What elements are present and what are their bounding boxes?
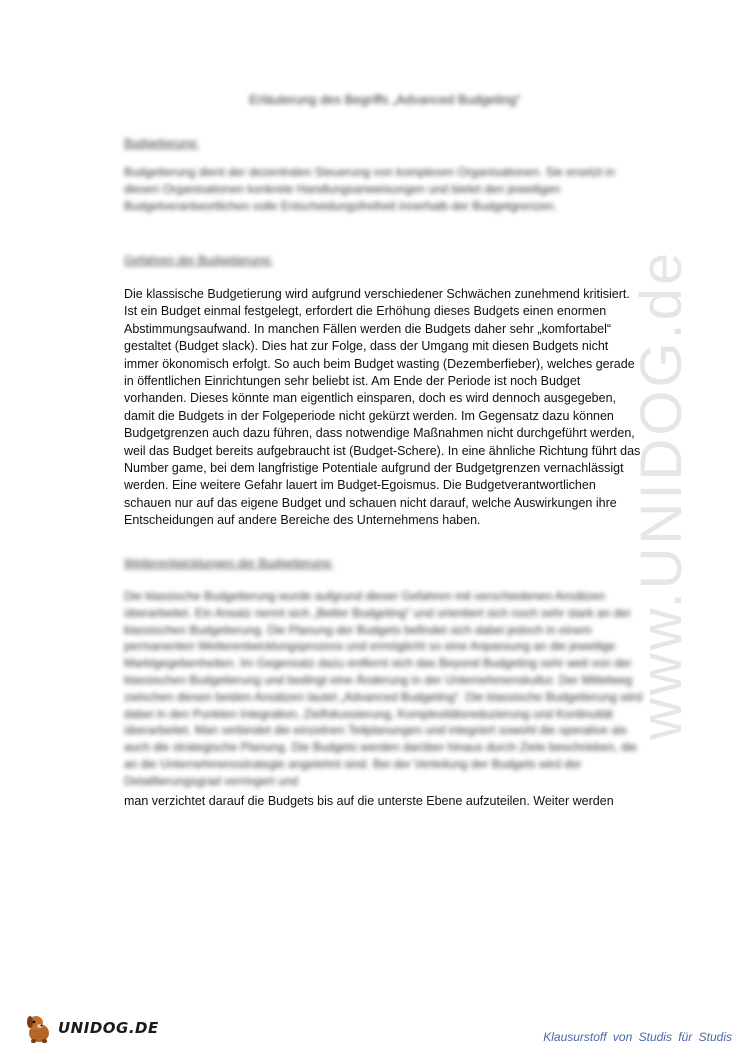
section-text-gefahren: Die klassische Budgetierung wird aufgrund verschiedener Schwächen zunehmend kritisiert. Ist ein Budget einmal festgelegt, erfordert die Erhöhung dieses Budgets einen enormen Abstimmungsaufwand. In manchen Fällen werden die Budgets daher sehr „komfortabel“ gestaltet (Budget slack). Dies hat zur Folge, dass der Umgang mit diesen Budgets nicht immer ökonomisch erfolgt. So auch beim Budget wasting (Dezemberfieber), welches gerade in öffentlichen Einrichtungen sehr beliebt ist. Am Ende der Periode ist noch Budget vorhanden. Dieses könnte man eigentlich einsparen, doch es wird dennoch ausgegeben, damit die Budgets in der Folgeperiode nicht gekürzt werden. Im Gegensatz dazu können Budgetgrenzen auch dazu führen, dass notwendige Maßnahmen nicht durchgeführt werden, weil das Budget bereits aufgebraucht ist (Budget-Schere). In eine ähnliche Richtung führt das Number game, bei dem langfristige Potentiale aufgrund der Budgetgrenzen vernachlässigt werden. Eine weitere Gefahr lauert im Budget-Egoismus. Die Budgetverantwortlichen schauen nur auf das eigene Budget und schauen nicht darauf, welche Auswirkungen ihre Entscheidungen auf andere Bereiche des Unternehmens haben. <box>124 287 641 528</box>
section-heading-weiterentwicklungen: Weiterentwicklungen der Budgetierung: <box>124 556 334 570</box>
unidog-logo[interactable] <box>22 1010 159 1046</box>
section-text-budgetierung: Budgetierung dient der dezentralen Steuerung von komplexen Organisationen. Sie ersetzt in diesen Organisationen konkrete Handlungsanweisungen und bietet den jeweiligen Budgetverantwortlichen volle Entscheidungsfreiheit innerhalb der Budgetgrenzen. <box>124 165 615 213</box>
dog-icon <box>22 1011 56 1045</box>
section-text-last-line: man verzichtet darauf die Budgets bis auf die unterste Ebene aufzuteilen. Weiter werden <box>124 794 614 808</box>
watermark-text: www.UNIDOG.de <box>629 249 694 740</box>
footer-tagline: Klausurstoff von Studis für Studis <box>543 1030 732 1044</box>
section-text-weiterentwicklungen: Die klassische Budgetierung wurde aufgrund dieser Gefahren mit verschiedenen Ansätzen überarbeitet. Ein Ansatz nennt sich „Better Budgeting“ und orientiert sich noch sehr stark an der klassischen Budgetierung. Die Planung der Budgets befindet sich dabei jedoch in einem permanenten Weiterentwicklungsprozess und ermöglicht so eine Anpassung an die jeweilige Marktgegebenheiten. Im Gegensatz dazu entfernt sich das Beyond Budgeting sehr weit von der klassischen Budgetierung und bedingt eine Änderung in der Unternehmenskultur. Der Mittelweg zwischen diesen beiden Ansätzen lautet „Advanced Budgeting“. Die klassische Budgetierung wird dabei in den Punkten Integration, Zielfokussierung, Komplexitätsreduzierung und Kontinuität überarbeitet. Man verbindet die einzelnen Teilplanungen und integriert sowohl die operative als auch die strategische Planung. Die Budgets werden darüber hinaus durch Ziele beschrieben, die an die Unternehmensstrategie angelehnt sind. Bei der Verteilung der Budgets wird der Detaillierungsgrad verringert und <box>124 589 643 788</box>
section-heading-budgetierung: Budgetierung: <box>124 136 199 150</box>
logo-text: UNIDOG.DE <box>58 1019 159 1037</box>
section-heading-gefahren: Gefahren der Budgetierung: <box>124 253 273 267</box>
document-title: Erläuterung des Begriffs „Advanced Budgeting“ <box>249 92 521 107</box>
